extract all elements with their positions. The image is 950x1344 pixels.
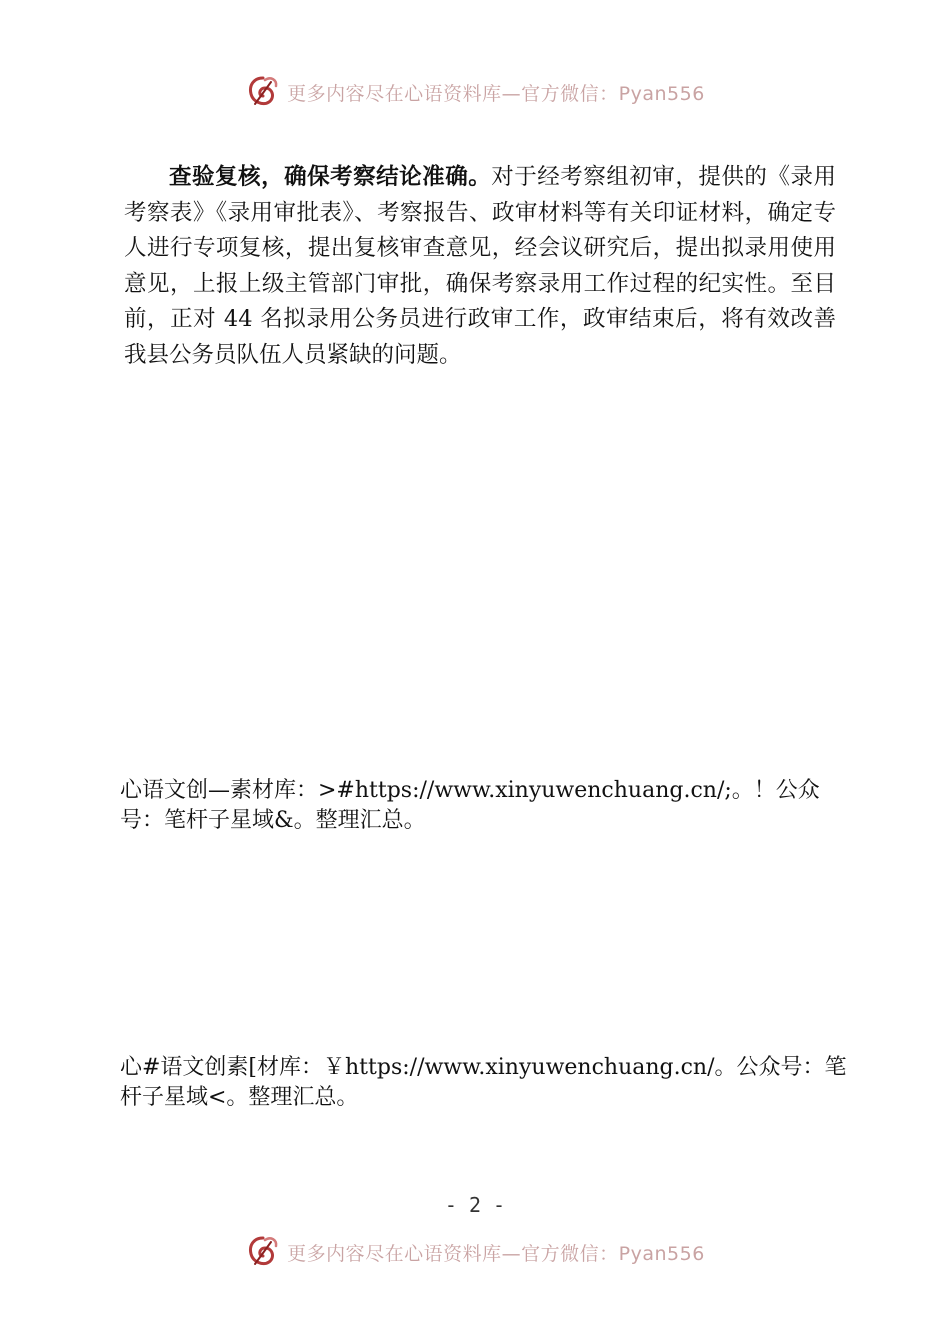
page-number: - 2 - bbox=[444, 1193, 506, 1217]
header-banner bbox=[0, 72, 950, 112]
source-note-2: 心#语文创素[材库：￥https://www.xinyuwenchuang.cn/。公众号：笔杆子星域<。整理汇总。 bbox=[120, 1055, 847, 1110]
footer-banner-text: 更多内容尽在心语资料库—官方微信：Pyan556 bbox=[287, 1242, 705, 1265]
source-note-1: 心语文创—素材库：>#https://www.xinyuwenchuang.cn/;。！公众号：笔杆子星域&。整理汇总。 bbox=[120, 778, 820, 833]
body-text: 对于经考察组初审，提供的《录用考察表》《录用审批表》、考察报告、政审材料等有关印证材料，确定专人进行专项复核，提出复核审查意见，经会议研究后，提出拟录用使用意见，上报上级主管部门审批，确保考察录用工作过程的纪实性。至目前，正对 44 名拟录用公务员进行政审工作，政审结束后，将有效改善我县公务员队伍人员紧缺的问题。 bbox=[124, 164, 836, 368]
lead-sentence: 查验复核，确保考察结论准确。 bbox=[169, 164, 492, 190]
swirl-logo-icon bbox=[245, 74, 281, 110]
swirl-logo-icon bbox=[245, 1234, 281, 1270]
footer-banner bbox=[0, 1232, 950, 1272]
header-banner-text: 更多内容尽在心语资料库—官方微信：Pyan556 bbox=[287, 82, 705, 105]
body-paragraph bbox=[124, 160, 836, 373]
